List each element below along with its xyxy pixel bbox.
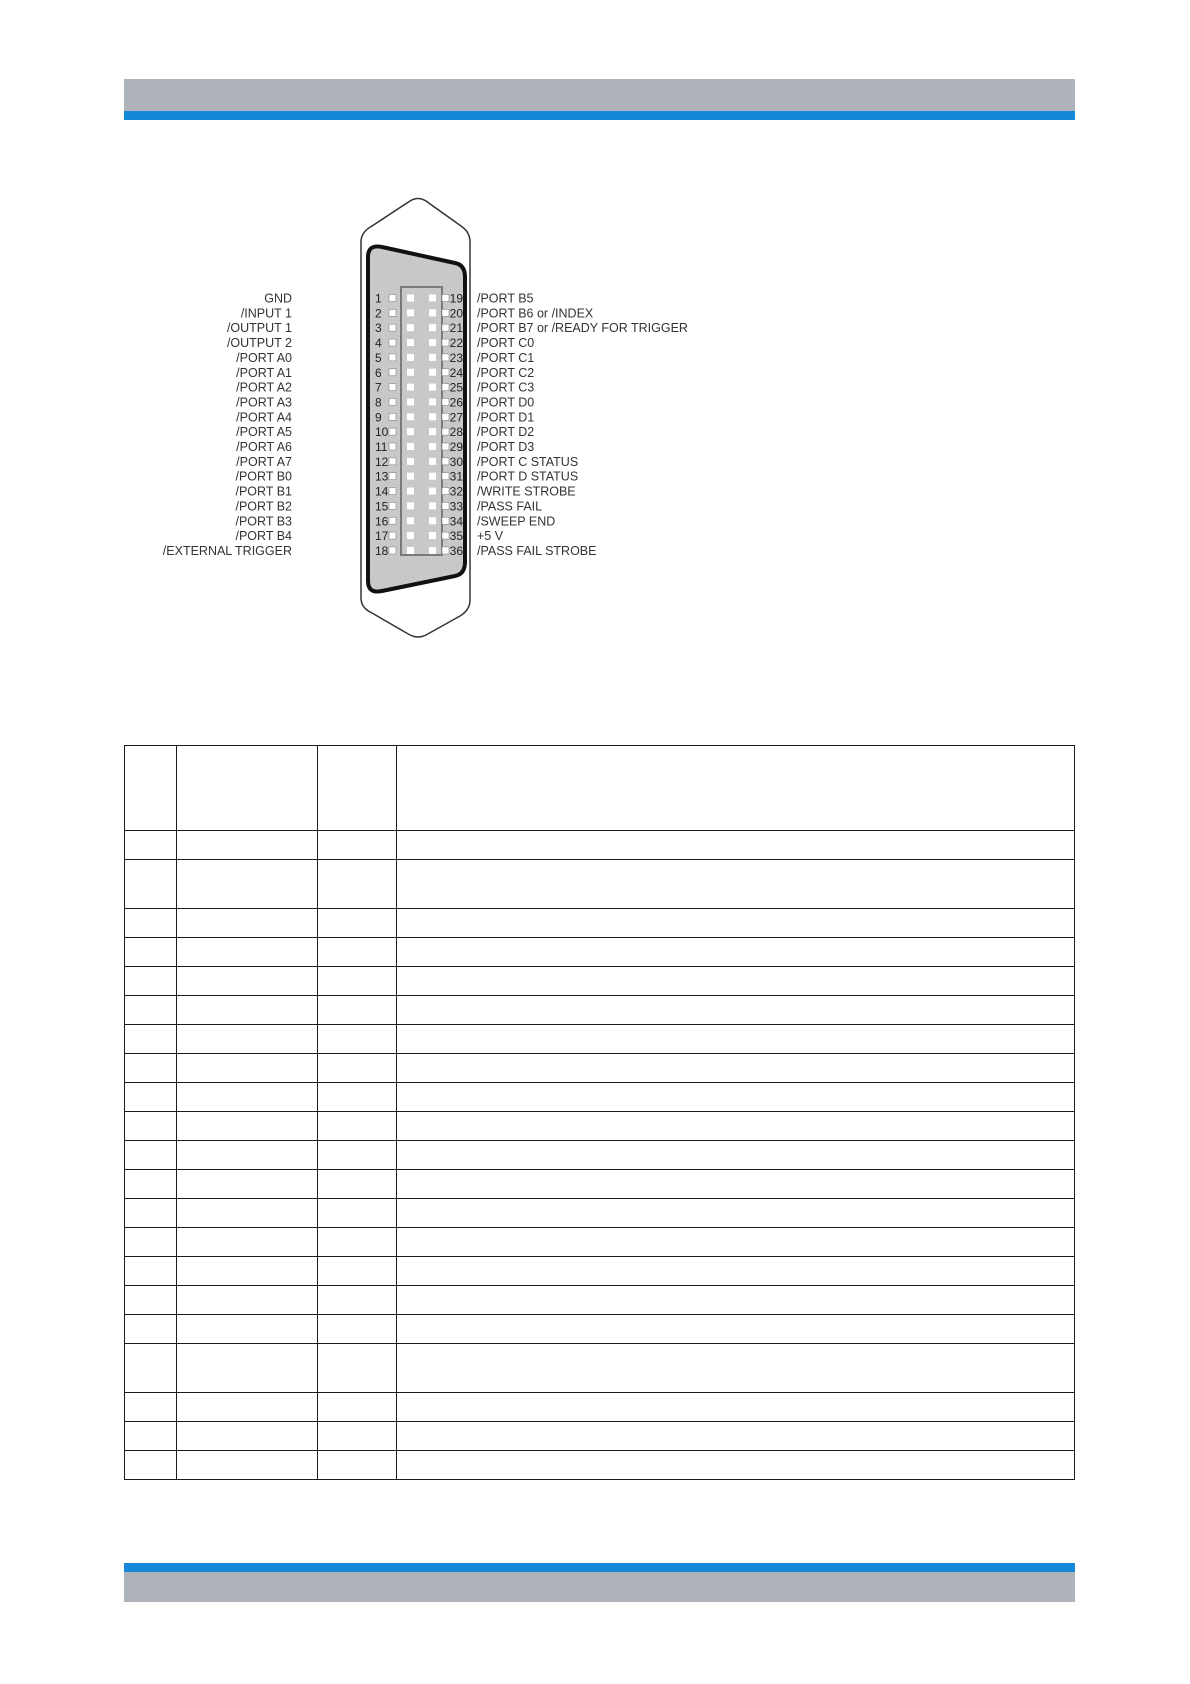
pin-contact — [389, 473, 396, 480]
pin-contact — [389, 488, 396, 495]
pin-number-left: 4 — [375, 336, 382, 351]
pin-label-right: /PASS FAIL — [477, 499, 543, 514]
table-cell — [397, 1112, 1075, 1141]
pin-contact — [429, 488, 436, 495]
pin-contact — [429, 295, 436, 302]
table-row — [125, 1228, 1075, 1257]
table-row — [125, 1054, 1075, 1083]
table-cell — [318, 967, 397, 996]
pin-label-left: /PORT A3 — [236, 395, 292, 410]
header-cell — [177, 746, 318, 831]
table-cell — [125, 1228, 177, 1257]
pin-contact — [407, 443, 414, 450]
pin-contact — [389, 295, 396, 302]
pin-contact — [442, 384, 449, 391]
table-cell — [177, 860, 318, 909]
pin-contact — [442, 413, 449, 420]
pin-number-left: 13 — [375, 469, 389, 484]
pin-number-right: 22 — [449, 336, 463, 351]
pin-contact — [407, 517, 414, 524]
table-cell — [125, 1286, 177, 1315]
pin-number-right: 29 — [449, 440, 463, 454]
table-cell — [177, 1228, 318, 1257]
pin-number-left: 6 — [375, 365, 382, 380]
table-cell — [177, 1344, 318, 1393]
table-cell — [318, 909, 397, 938]
table-cell — [397, 1141, 1075, 1170]
pin-contact — [429, 369, 436, 376]
pin-contact — [389, 339, 396, 346]
table-cell — [397, 1257, 1075, 1286]
pin-contact — [389, 398, 396, 405]
pin-label-right: /PORT D STATUS — [477, 469, 579, 484]
pin-contact — [442, 458, 449, 465]
table-cell — [318, 1054, 397, 1083]
pin-contact — [429, 384, 436, 391]
table-cell — [318, 1025, 397, 1054]
table-cell — [397, 909, 1075, 938]
table-cell — [397, 1451, 1075, 1480]
table-row — [125, 1393, 1075, 1422]
table-cell — [177, 1286, 318, 1315]
pin-number-right: 31 — [449, 469, 463, 484]
connector-svg — [150, 195, 688, 655]
table-row — [125, 1083, 1075, 1112]
pin-number-right: 28 — [449, 425, 463, 440]
pin-number-left: 15 — [375, 499, 389, 514]
pin-contact — [442, 547, 449, 554]
pin-contact — [442, 428, 449, 435]
pin-label-left: /PORT A1 — [236, 365, 292, 380]
table-cell — [397, 996, 1075, 1025]
table-cell — [318, 1228, 397, 1257]
table-cell — [397, 1083, 1075, 1112]
footer-blue-rule — [124, 1563, 1075, 1572]
table-cell — [318, 1422, 397, 1451]
pin-number-left: 2 — [375, 306, 382, 321]
table-cell — [177, 1199, 318, 1228]
table-cell — [125, 909, 177, 938]
pin-contact — [407, 398, 414, 405]
table-row — [125, 1141, 1075, 1170]
pin-contact — [389, 428, 396, 435]
table-cell — [397, 1286, 1075, 1315]
pin-contact — [389, 517, 396, 524]
pin-contact — [442, 502, 449, 509]
pin-contact — [429, 398, 436, 405]
table-cell — [125, 1393, 177, 1422]
table-cell — [397, 1170, 1075, 1199]
pin-contact — [442, 354, 449, 361]
table-cell — [397, 1422, 1075, 1451]
pin-contact — [407, 309, 414, 316]
pin-label-left: /PORT B1 — [235, 484, 292, 499]
pin-number-left: 18 — [375, 543, 389, 558]
pin-number-left: 16 — [375, 514, 389, 529]
pin-contact — [442, 324, 449, 331]
pin-contact — [429, 502, 436, 509]
table-cell — [125, 938, 177, 967]
pin-contact — [407, 324, 414, 331]
pin-contact — [442, 369, 449, 376]
table-cell — [125, 996, 177, 1025]
pin-contact — [407, 532, 414, 539]
pin-contact — [442, 443, 449, 450]
header-blue-rule — [124, 111, 1075, 120]
table-row — [125, 831, 1075, 860]
pin-contact — [442, 309, 449, 316]
table-cell — [397, 938, 1075, 967]
header-gray-band — [124, 79, 1075, 111]
table-row — [125, 909, 1075, 938]
table-row — [125, 1112, 1075, 1141]
pin-contact — [389, 369, 396, 376]
table-cell — [318, 1257, 397, 1286]
table-row — [125, 1422, 1075, 1451]
table-row — [125, 1257, 1075, 1286]
pin-contact — [442, 398, 449, 405]
pin-number-left: 14 — [375, 484, 389, 499]
table-row — [125, 1451, 1075, 1480]
pin-contact — [407, 502, 414, 509]
pin-number-right: 32 — [449, 484, 463, 499]
pin-label-right: /WRITE STROBE — [477, 484, 576, 499]
pin-contact — [407, 458, 414, 465]
pin-number-left: 3 — [375, 321, 382, 336]
table-cell — [177, 1083, 318, 1112]
pin-label-right: /PORT D1 — [477, 410, 535, 425]
table-cell — [318, 1170, 397, 1199]
table-cell — [318, 1393, 397, 1422]
pin-label-left: /OUTPUT 2 — [226, 336, 292, 351]
table-row — [125, 1170, 1075, 1199]
table-cell — [318, 1083, 397, 1112]
table-cell — [397, 967, 1075, 996]
pin-number-left: 17 — [375, 529, 389, 544]
pin-label-right: /PORT B6 or /INDEX — [477, 306, 594, 321]
pin-label-right: /PORT C0 — [477, 336, 535, 351]
table-cell — [397, 1315, 1075, 1344]
table-cell — [318, 1199, 397, 1228]
pin-contact — [389, 502, 396, 509]
table-row — [125, 1344, 1075, 1393]
table-cell — [177, 1112, 318, 1141]
pin-label-right: /PORT D0 — [477, 395, 535, 410]
pin-contact — [442, 517, 449, 524]
table-cell — [318, 1451, 397, 1480]
pin-number-right: 26 — [449, 395, 463, 410]
pin-contact — [429, 517, 436, 524]
table-cell — [177, 1170, 318, 1199]
table-cell — [318, 938, 397, 967]
pin-contact — [429, 443, 436, 450]
pin-number-right: 33 — [449, 499, 463, 514]
pin-label-left: /PORT A5 — [236, 425, 292, 440]
pin-number-right: 21 — [449, 321, 463, 336]
table-cell — [125, 1054, 177, 1083]
table-cell — [397, 831, 1075, 860]
pin-number-right: 25 — [449, 380, 463, 395]
table-cell — [318, 1344, 397, 1393]
pin-number-left: 12 — [375, 454, 389, 469]
table-cell — [177, 831, 318, 860]
pin-label-right: /SWEEP END — [477, 514, 556, 529]
table-cell — [318, 860, 397, 909]
pin-contact — [407, 473, 414, 480]
pin-number-right: 19 — [449, 291, 463, 306]
pin-contact — [389, 547, 396, 554]
pin-contact — [429, 339, 436, 346]
pin-contact — [429, 428, 436, 435]
table-cell — [125, 1083, 177, 1112]
pin-label-right: /PORT C2 — [477, 365, 535, 380]
table-cell — [397, 1199, 1075, 1228]
pin-label-left: /EXTERNAL TRIGGER — [162, 543, 292, 558]
pin-number-left: 9 — [375, 410, 382, 425]
pin-label-left: /PORT A4 — [236, 410, 292, 425]
table-cell — [177, 1141, 318, 1170]
table-cell — [318, 996, 397, 1025]
pin-contact — [407, 428, 414, 435]
pin-contact — [389, 384, 396, 391]
header-cell — [397, 746, 1075, 831]
table-row — [125, 1199, 1075, 1228]
pin-number-left: 8 — [375, 395, 382, 410]
pin-label-left: /OUTPUT 1 — [226, 321, 292, 336]
pin-contact — [389, 532, 396, 539]
pin-number-left: 1 — [375, 291, 382, 306]
pin-contact — [389, 309, 396, 316]
header-cell — [125, 746, 177, 831]
table-cell — [125, 1170, 177, 1199]
table-cell — [397, 860, 1075, 909]
pin-number-left: 11 — [375, 440, 388, 454]
table-cell — [125, 1141, 177, 1170]
pin-number-right: 27 — [449, 410, 463, 425]
pin-number-right: 36 — [449, 543, 463, 558]
pin-contact — [442, 532, 449, 539]
pin-label-left: /PORT B2 — [235, 499, 292, 514]
pin-label-left: /PORT B0 — [235, 469, 292, 484]
pin-label-left: /PORT B4 — [235, 529, 292, 544]
pin-label-right: /PORT B7 or /READY FOR TRIGGER — [477, 321, 688, 336]
pin-contact — [429, 324, 436, 331]
pin-contact — [407, 384, 414, 391]
table-cell — [397, 1025, 1075, 1054]
table-cell — [397, 1054, 1075, 1083]
table-row — [125, 1286, 1075, 1315]
table-row — [125, 996, 1075, 1025]
table-cell — [125, 1199, 177, 1228]
pin-contact — [407, 488, 414, 495]
table-cell — [177, 1054, 318, 1083]
pin-label-left: /PORT A7 — [236, 454, 292, 469]
pin-contact — [407, 295, 414, 302]
table-row — [125, 967, 1075, 996]
header-cell — [318, 746, 397, 831]
pin-contact — [389, 324, 396, 331]
pin-label-left: /PORT A0 — [236, 350, 292, 365]
footer-gray-band — [124, 1572, 1075, 1602]
pin-contact — [442, 488, 449, 495]
pin-contact — [407, 547, 414, 554]
table-cell — [397, 1228, 1075, 1257]
pin-label-right: /PORT B5 — [477, 291, 534, 306]
table-cell — [177, 1422, 318, 1451]
pin-contact — [442, 295, 449, 302]
table-cell — [125, 1315, 177, 1344]
table-cell — [125, 1344, 177, 1393]
pin-number-left: 7 — [375, 380, 382, 395]
pin-number-right: 34 — [449, 514, 463, 529]
pin-contact — [389, 458, 396, 465]
pin-contact — [407, 369, 414, 376]
pin-number-right: 35 — [449, 529, 463, 544]
table-row — [125, 860, 1075, 909]
pin-label-right: /PORT C3 — [477, 380, 535, 395]
pin-contact — [429, 547, 436, 554]
pin-label-right: /PORT C1 — [477, 350, 535, 365]
table-cell — [125, 831, 177, 860]
table-cell — [318, 1112, 397, 1141]
table-row — [125, 1315, 1075, 1344]
pin-label-right: /PORT D3 — [477, 440, 535, 454]
table-cell — [397, 1393, 1075, 1422]
pin-assignment-table — [124, 745, 1075, 1480]
table-cell — [318, 1286, 397, 1315]
pin-contact — [429, 309, 436, 316]
table-cell — [177, 1025, 318, 1054]
table-cell — [318, 831, 397, 860]
pin-contact — [442, 339, 449, 346]
pin-number-left: 5 — [375, 350, 382, 365]
pin-label-right: +5 V — [477, 529, 504, 544]
pin-contact — [429, 413, 436, 420]
table-cell — [177, 1451, 318, 1480]
table-cell — [177, 967, 318, 996]
pin-contact — [389, 443, 396, 450]
pin-label-left: /PORT A2 — [236, 380, 292, 395]
pin-contact — [442, 473, 449, 480]
pin-contact — [429, 458, 436, 465]
table-row — [125, 1025, 1075, 1054]
table-cell — [125, 1451, 177, 1480]
table-row — [125, 938, 1075, 967]
table-cell — [125, 1112, 177, 1141]
pin-label-left: /PORT A6 — [236, 440, 292, 454]
pin-contact — [407, 413, 414, 420]
table-cell — [177, 1315, 318, 1344]
pin-number-right: 30 — [449, 454, 463, 469]
table-cell — [125, 1422, 177, 1451]
table-cell — [318, 1141, 397, 1170]
pin-label-left: GND — [264, 291, 292, 306]
pin-label-right: /PORT D2 — [477, 425, 535, 440]
pin-number-right: 20 — [449, 306, 463, 321]
pin-label-left: /INPUT 1 — [240, 306, 292, 321]
pin-contact — [389, 413, 396, 420]
pin-number-left: 10 — [375, 425, 389, 440]
table-cell — [125, 1257, 177, 1286]
table-header-row — [125, 746, 1075, 831]
pin-contact — [407, 354, 414, 361]
table-cell — [125, 860, 177, 909]
table-cell — [177, 996, 318, 1025]
table-cell — [125, 967, 177, 996]
table-cell — [177, 1257, 318, 1286]
table-cell — [177, 1393, 318, 1422]
pin-contact — [389, 354, 396, 361]
table-cell — [397, 1344, 1075, 1393]
connector-pinout-figure — [150, 195, 688, 655]
pin-number-right: 23 — [449, 350, 463, 365]
pin-label-right: /PASS FAIL STROBE — [477, 543, 597, 558]
table-cell — [177, 938, 318, 967]
table-cell — [318, 1315, 397, 1344]
pin-number-right: 24 — [449, 365, 463, 380]
pin-contact — [429, 473, 436, 480]
table-cell — [125, 1025, 177, 1054]
pin-contact — [429, 532, 436, 539]
table-cell — [177, 909, 318, 938]
pin-label-left: /PORT B3 — [235, 514, 292, 529]
pin-contact — [429, 354, 436, 361]
pin-contact — [407, 339, 414, 346]
table-body — [125, 831, 1075, 1480]
pin-label-right: /PORT C STATUS — [477, 454, 579, 469]
